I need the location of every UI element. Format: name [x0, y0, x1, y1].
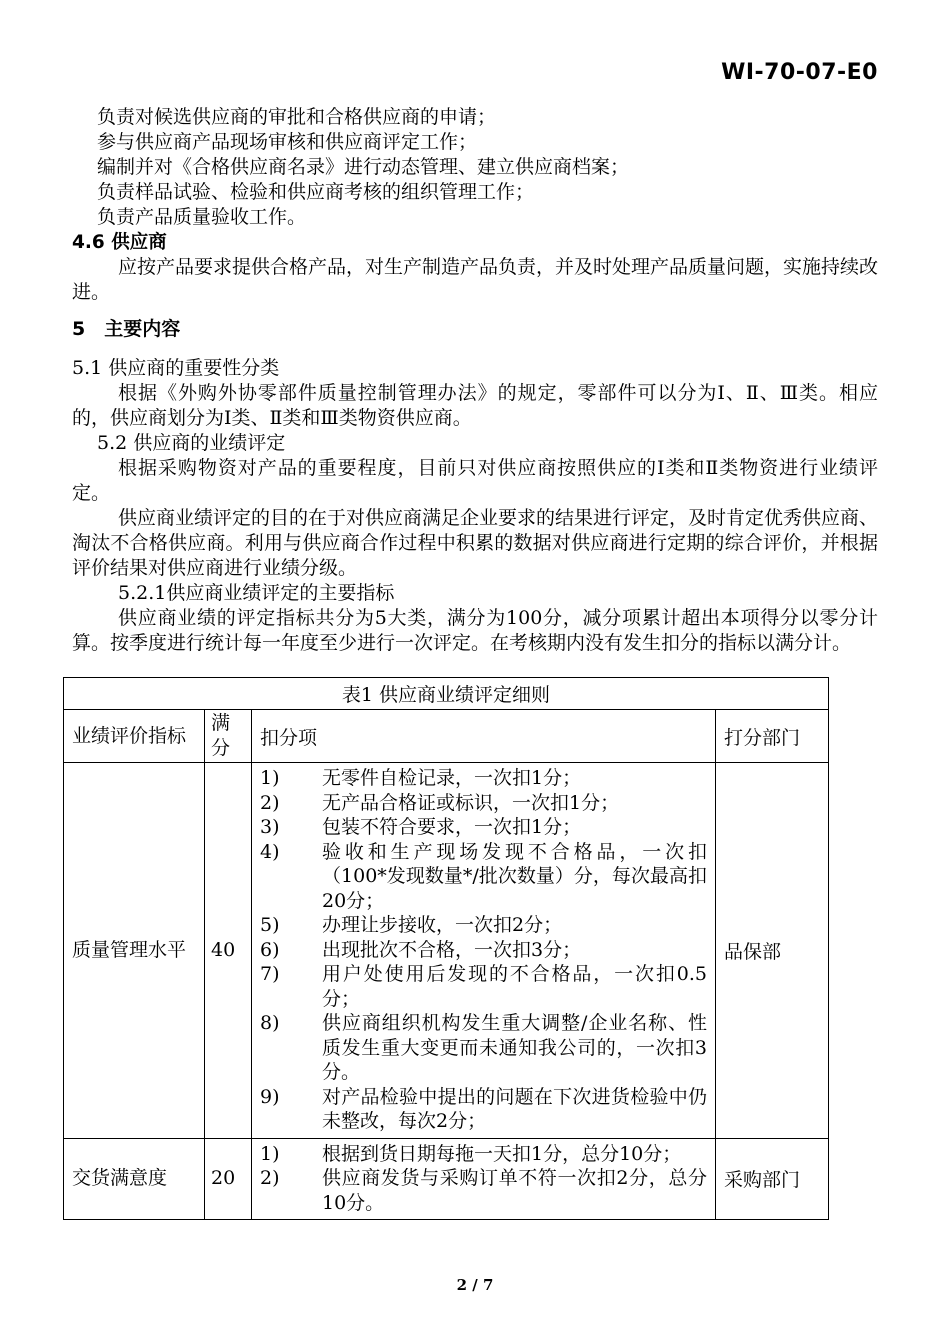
- department-cell: 品保部: [716, 763, 829, 1139]
- header-indicator: 业绩评价指标: [64, 710, 205, 763]
- header-deductions: 扣分项: [252, 710, 716, 763]
- item-number: 8): [260, 1012, 280, 1034]
- deduction-item: [260, 962, 707, 1011]
- section-5-2-body-1: 根据采购物资对产品的重要程度，目前只对供应商按照供应的Ⅰ类和Ⅱ类物资进行业绩评定。: [72, 457, 878, 504]
- deduction-items: [252, 1138, 716, 1220]
- indicator-cell: 质量管理水平: [64, 763, 205, 1139]
- item-text: 根据到货日期每拖一天扣1分，总分10分；: [322, 1142, 682, 1165]
- duty-line: 参与供应商产品现场审核和供应商评定工作；: [97, 131, 478, 153]
- header-department: 打分部门: [716, 710, 829, 763]
- item-number: 1): [260, 767, 280, 789]
- item-text: 无零件自检记录，一次扣1分；: [322, 767, 582, 789]
- deduction-items: [252, 763, 716, 1139]
- department-cell: 采购部门: [716, 1138, 829, 1220]
- page-number: 2 / 7: [456, 1276, 494, 1294]
- item-number: 2): [260, 791, 280, 814]
- supplier-rating-table: [63, 677, 829, 1220]
- deduction-item: [260, 766, 707, 791]
- table-row: [64, 763, 829, 1139]
- full-score-cell: 20: [205, 1138, 252, 1220]
- section-5-1-heading: 5.1 供应商的重要性分类: [72, 357, 280, 379]
- item-number: 9): [260, 1085, 280, 1108]
- item-text: 对产品检验中提出的问题在下次进货检验中仍未整改，每次2分；: [322, 1085, 707, 1132]
- duty-line: 负责产品质量验收工作。: [97, 206, 307, 228]
- deduction-item: [260, 1166, 707, 1215]
- item-text: 验收和生产现场发现不合格品，一次扣（100*发现数量*/批次数量）分，每次最高扣20分；: [322, 840, 707, 912]
- deduction-item: [260, 938, 707, 963]
- table-header-row: [64, 710, 829, 763]
- duty-line: 编制并对《合格供应商名录》进行动态管理、建立供应商档案；: [97, 156, 630, 178]
- document-code: WI-70-07-E0: [721, 60, 878, 85]
- item-number: 4): [260, 840, 280, 863]
- deduction-item: [260, 815, 707, 840]
- section-5-heading: 5 主要内容: [72, 318, 181, 340]
- section-5-2-body-2: 供应商业绩评定的目的在于对供应商满足企业要求的结果进行评定，及时肯定优秀供应商、淘汰不合格供应商。利用与供应商合作过程中积累的数据对供应商进行定期的综合评价，并根据评价结果对供应商进行业绩分级。: [72, 507, 879, 579]
- indicator-cell: 交货满意度: [64, 1138, 205, 1220]
- item-number: 1): [260, 1142, 280, 1165]
- deduction-item: [260, 840, 707, 914]
- header-full-score: 满分: [205, 710, 252, 763]
- full-score-cell: 40: [205, 763, 252, 1139]
- deduction-item: [260, 1142, 707, 1167]
- table-row: [64, 1138, 829, 1220]
- section-5-2-1-body: 供应商业绩的评定指标共分为5大类，满分为100分，减分项累计超出本项得分以零分计算。按季度进行统计每一年度至少进行一次评定。在考核期内没有发生扣分的指标以满分计。: [72, 607, 878, 654]
- section-5-2-1-heading: 5.2.1供应商业绩评定的主要指标: [118, 582, 395, 604]
- table-caption: 表1 供应商业绩评定细则: [64, 678, 829, 710]
- duty-line: 负责样品试验、检验和供应商考核的组织管理工作；: [97, 181, 535, 203]
- item-number: 3): [260, 816, 280, 838]
- item-text: 出现批次不合格，一次扣3分；: [322, 938, 582, 961]
- deduction-item: [260, 913, 707, 938]
- section-5-2-heading: 5.2 供应商的业绩评定: [97, 432, 286, 454]
- section-4-6-body: 应按产品要求提供合格产品，对生产制造产品负责，并及时处理产品质量问题，实施持续改进。: [72, 256, 879, 303]
- item-number: 6): [260, 938, 280, 961]
- item-text: 供应商组织机构发生重大调整/企业名称、性质发生重大变更而未通知我公司的，一次扣3分。: [322, 1012, 707, 1083]
- item-text: 包装不符合要求，一次扣1分；: [322, 816, 582, 838]
- item-number: 7): [260, 963, 280, 985]
- section-5-1-body: 根据《外购外协零部件质量控制管理办法》的规定，零部件可以分为Ⅰ、Ⅱ、Ⅲ类。相应的，供应商划分为Ⅰ类、Ⅱ类和Ⅲ类物资供应商。: [72, 382, 878, 429]
- duty-line: 负责对候选供应商的审批和合格供应商的申请；: [97, 106, 497, 128]
- deduction-item: [260, 1085, 707, 1134]
- item-text: 办理让步接收，一次扣2分；: [322, 914, 563, 936]
- item-number: 2): [260, 1167, 280, 1189]
- deduction-item: [260, 1011, 707, 1085]
- deduction-item: [260, 791, 707, 816]
- item-text: 无产品合格证或标识，一次扣1分；: [322, 791, 620, 814]
- item-text: 用户处使用后发现的不合格品，一次扣0.5分；: [322, 963, 707, 1010]
- item-text: 供应商发货与采购订单不符一次扣2分，总分10分。: [322, 1167, 707, 1214]
- item-number: 5): [260, 914, 280, 936]
- section-4-6-heading: 4.6 供应商: [72, 232, 167, 253]
